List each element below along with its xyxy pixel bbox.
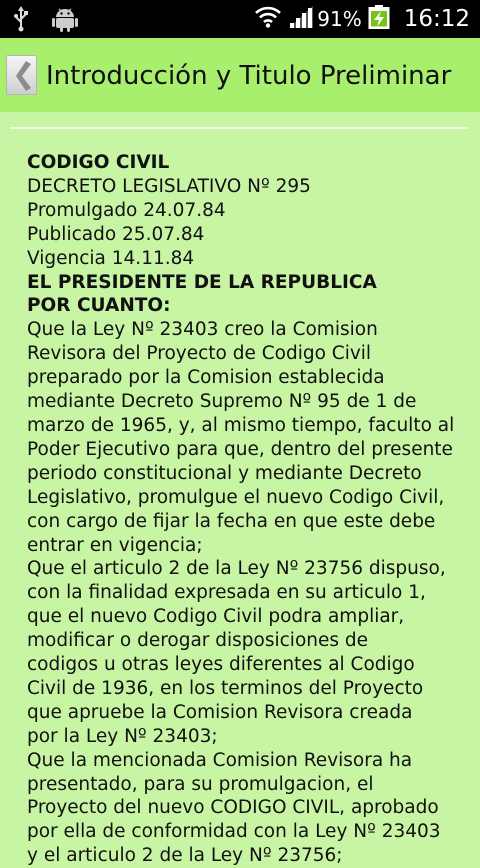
document-line: Civil de 1936, en los terminos del Proyecto <box>27 677 424 699</box>
document-line: POR CUANTO: <box>27 295 171 317</box>
android-icon <box>52 6 78 36</box>
document-line: EL PRESIDENTE DE LA REPUBLICA <box>27 271 377 293</box>
document-line: presentado, para su promulgacion, el <box>27 773 374 795</box>
document-line: codigos u otras leyes diferentes al Codigo <box>27 654 415 676</box>
wifi-icon <box>255 6 281 32</box>
document-line: Que el articulo 2 de la Ley Nº 23756 dispuso, <box>27 558 446 580</box>
divider <box>10 127 468 129</box>
document-line: Promulgado 24.07.84 <box>27 199 226 221</box>
document-line: con la finalidad expresada en su articulo 1, <box>27 582 426 604</box>
document-line: Publicado 25.07.84 <box>27 223 205 245</box>
clock: 16:12 <box>403 6 470 32</box>
document-line: preparado por la Comision establecida <box>27 367 385 389</box>
chevron-left-icon <box>12 60 32 92</box>
document-line: por ella de conformidad con la Ley Nº 23403 <box>27 821 441 843</box>
document-line: Proyecto del nuevo CODIGO CIVIL, aprobado <box>27 797 439 819</box>
document-body <box>27 151 467 868</box>
document-line: con cargo de fijar la fecha en que este debe <box>27 510 436 532</box>
battery-charging-icon <box>368 5 390 33</box>
document-line: que el nuevo Codigo Civil podra ampliar, <box>27 606 405 628</box>
document-line: Vigencia 14.11.84 <box>27 247 195 269</box>
signal-icon <box>289 6 313 32</box>
status-bar <box>0 0 480 38</box>
document-line: Revisora del Proyecto de Codigo Civil <box>27 343 372 365</box>
usb-icon <box>14 6 28 36</box>
battery-percent: 91% <box>317 7 362 31</box>
document-line: Poder Ejecutivo para que, dentro del presente <box>27 438 453 460</box>
back-button[interactable] <box>6 55 37 95</box>
document-line: Que la mencionada Comision Revisora ha <box>27 749 413 771</box>
document-line: mediante Decreto Supremo Nº 95 de 1 de <box>27 391 417 413</box>
page-title: Introducción y Titulo Preliminar <box>46 61 452 91</box>
system-status <box>255 0 470 38</box>
document-line: Legislativo, promulgue el nuevo Codigo Civil, <box>27 486 445 508</box>
document-line: que apruebe la Comision Revisora creada <box>27 701 413 723</box>
document-line: CODIGO CIVIL <box>27 152 170 173</box>
document-line: periodo constitucional y mediante Decreto <box>27 462 422 484</box>
document-line: Que la Ley Nº 23403 creo la Comision <box>27 319 378 341</box>
document-line: entrar en vigencia; <box>27 534 203 556</box>
document-line: DECRETO LEGISLATIVO Nº 295 <box>27 175 311 197</box>
title-bar <box>0 38 480 112</box>
document-line: y el articulo 2 de la Ley Nº 23756; <box>27 845 343 867</box>
document-line: por la Ley Nº 23403; <box>27 725 218 747</box>
document-line: modificar o derogar disposiciones de <box>27 630 369 652</box>
document-line: marzo de 1965, y, al mismo tiempo, faculto al <box>27 414 455 436</box>
